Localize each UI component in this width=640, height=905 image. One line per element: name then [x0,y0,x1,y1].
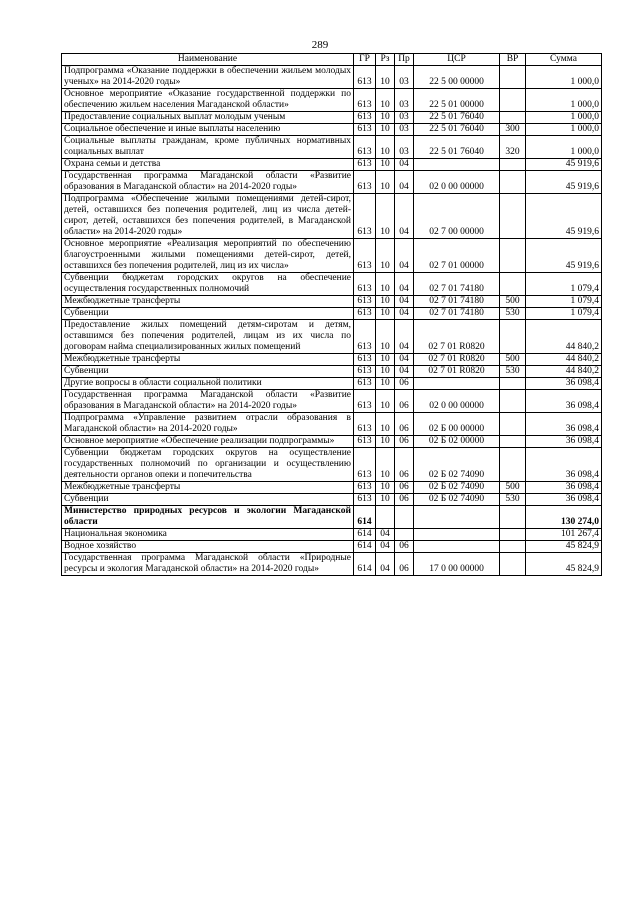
cell-csr: 02 Б 00 00000 [414,413,500,436]
cell-rz: 10 [376,413,395,436]
cell-pr [395,506,414,529]
cell-pr: 04 [395,354,414,366]
cell-sum: 1 000,0 [526,136,602,159]
cell-name: Субвенции бюджетам городских округов на обеспечение осуществления государственных полномочий [62,273,354,296]
table-row [62,390,602,413]
cell-name: Субвенции [62,308,354,320]
cell-sum: 36 098,4 [526,378,602,390]
cell-name: Субвенции бюджетам городских округов на осуществление государственных полномочий по организации и осуществлению деятельности органов опеки и попечительства [62,448,354,482]
cell-vr: 320 [500,136,526,159]
cell-sum: 36 098,4 [526,494,602,506]
cell-vr [500,171,526,194]
cell-csr [414,506,500,529]
cell-sum: 1 000,0 [526,124,602,136]
cell-name: Субвенции [62,494,354,506]
cell-pr: 04 [395,194,414,239]
cell-csr: 02 7 01 74180 [414,308,500,320]
cell-rz: 10 [376,194,395,239]
cell-rz: 10 [376,89,395,112]
cell-vr [500,448,526,482]
cell-name: Предоставление социальных выплат молодым ученым [62,112,354,124]
cell-csr: 22 5 01 76040 [414,112,500,124]
cell-sum: 36 098,4 [526,390,602,413]
column-header-csr: ЦСР [414,54,500,66]
cell-rz: 04 [376,553,395,576]
cell-vr [500,506,526,529]
cell-name: Межбюджетные трансферты [62,482,354,494]
cell-rz: 10 [376,378,395,390]
cell-gr: 613 [354,273,376,296]
column-header-gr: ГР [354,54,376,66]
cell-rz: 10 [376,239,395,273]
cell-name: Межбюджетные трансферты [62,296,354,308]
cell-rz: 04 [376,541,395,553]
table-row [62,506,602,529]
cell-vr [500,159,526,171]
cell-csr [414,378,500,390]
cell-gr: 614 [354,553,376,576]
cell-csr: 22 5 01 76040 [414,136,500,159]
cell-gr: 613 [354,239,376,273]
cell-gr: 613 [354,112,376,124]
table-row [62,553,602,576]
table-row [62,494,602,506]
cell-pr: 06 [395,541,414,553]
cell-vr [500,273,526,296]
cell-vr [500,112,526,124]
cell-gr: 613 [354,124,376,136]
cell-vr [500,89,526,112]
cell-gr: 613 [354,366,376,378]
cell-rz: 10 [376,494,395,506]
cell-gr: 613 [354,354,376,366]
budget-table [61,53,602,576]
cell-vr: 500 [500,296,526,308]
table-row [62,308,602,320]
cell-pr: 04 [395,239,414,273]
cell-csr: 02 0 00 00000 [414,171,500,194]
cell-rz: 10 [376,66,395,89]
cell-rz: 10 [376,112,395,124]
cell-vr: 500 [500,354,526,366]
cell-gr: 613 [354,390,376,413]
cell-csr: 02 0 00 00000 [414,390,500,413]
table-row [62,541,602,553]
cell-vr [500,541,526,553]
cell-sum: 36 098,4 [526,413,602,436]
cell-vr [500,436,526,448]
table-row [62,366,602,378]
cell-sum: 36 098,4 [526,448,602,482]
cell-pr: 06 [395,482,414,494]
column-header-sum: Сумма [526,54,602,66]
cell-vr: 530 [500,308,526,320]
cell-name: Подпрограмма «Обеспечение жилыми помещениями детей-сирот, детей, оставшихся без попечения родителей, лиц из числа детей-сирот, детей, оставшихся без попечения родителей, в Магаданской области» на 2014-2020 годы» [62,194,354,239]
table-row [62,89,602,112]
table-row [62,273,602,296]
cell-name: Государственная программа Магаданской области «Природные ресурсы и экология Магаданской области» на 2014-2020 годы» [62,553,354,576]
cell-pr: 06 [395,378,414,390]
cell-name: Субвенции [62,366,354,378]
column-header-vr: ВР [500,54,526,66]
cell-csr: 02 7 01 R0820 [414,320,500,354]
cell-sum: 1 079,4 [526,308,602,320]
table-row [62,136,602,159]
table-row [62,413,602,436]
cell-csr: 02 7 01 R0820 [414,354,500,366]
cell-gr: 613 [354,296,376,308]
cell-name: Подпрограмма «Оказание поддержки в обеспечении жильем молодых ученых» на 2014-2020 годы» [62,66,354,89]
cell-csr: 02 Б 02 74090 [414,494,500,506]
cell-gr: 613 [354,171,376,194]
table-row [62,529,602,541]
cell-csr: 02 Б 02 74090 [414,482,500,494]
cell-csr: 02 7 01 74180 [414,296,500,308]
cell-sum: 36 098,4 [526,436,602,448]
cell-name: Национальная экономика [62,529,354,541]
cell-sum: 45 919,6 [526,239,602,273]
cell-csr: 22 5 01 00000 [414,89,500,112]
cell-gr: 613 [354,436,376,448]
column-header-rz: Рз [376,54,395,66]
cell-csr: 02 7 01 74180 [414,273,500,296]
cell-vr [500,194,526,239]
cell-gr: 613 [354,308,376,320]
table-row [62,448,602,482]
cell-sum: 45 824,9 [526,553,602,576]
cell-name: Основное мероприятие «Оказание государственной поддержки по обеспечению жильем населения Магаданской области» [62,89,354,112]
cell-rz: 10 [376,171,395,194]
cell-gr: 614 [354,506,376,529]
cell-pr: 06 [395,413,414,436]
table-row [62,159,602,171]
cell-gr: 614 [354,541,376,553]
cell-gr: 613 [354,89,376,112]
cell-pr: 03 [395,89,414,112]
table-row [62,112,602,124]
cell-rz: 10 [376,390,395,413]
cell-sum: 1 000,0 [526,89,602,112]
cell-rz: 10 [376,320,395,354]
cell-csr: 02 Б 02 74090 [414,448,500,482]
cell-pr: 04 [395,320,414,354]
column-header-name: Наименование [62,54,354,66]
cell-csr: 22 5 00 00000 [414,66,500,89]
cell-gr: 613 [354,136,376,159]
cell-sum: 101 267,4 [526,529,602,541]
table-row [62,354,602,366]
cell-pr: 03 [395,66,414,89]
cell-vr [500,378,526,390]
cell-vr [500,413,526,436]
cell-name: Основное мероприятие «Реализация мероприятий по обеспечению благоустроенными жилыми помещениями детей-сирот, детей, оставшихся без попечения родителей, лиц из их числа» [62,239,354,273]
table-header-row [62,54,602,66]
cell-vr [500,390,526,413]
cell-name: Основное мероприятие «Обеспечение реализации подпрограммы» [62,436,354,448]
cell-pr: 04 [395,159,414,171]
cell-gr: 613 [354,194,376,239]
cell-rz: 10 [376,308,395,320]
cell-name: Предоставление жилых помещений детям-сиротам и детям, оставшимся без попечения родителей, лицам из их числа по договорам найма специализированных жилых помещений [62,320,354,354]
cell-gr: 614 [354,529,376,541]
cell-rz: 10 [376,136,395,159]
table-row [62,482,602,494]
cell-csr [414,529,500,541]
cell-gr: 613 [354,448,376,482]
table-row [62,320,602,354]
cell-sum: 1 000,0 [526,112,602,124]
cell-gr: 613 [354,482,376,494]
cell-rz: 10 [376,273,395,296]
cell-vr [500,553,526,576]
cell-rz: 10 [376,448,395,482]
cell-csr: 02 7 01 R0820 [414,366,500,378]
cell-sum: 130 274,0 [526,506,602,529]
cell-pr: 06 [395,390,414,413]
table-row [62,171,602,194]
cell-pr: 04 [395,296,414,308]
cell-pr: 04 [395,273,414,296]
table-row [62,66,602,89]
cell-sum: 44 840,2 [526,320,602,354]
cell-name: Другие вопросы в области социальной политики [62,378,354,390]
cell-gr: 613 [354,66,376,89]
cell-vr [500,529,526,541]
cell-vr [500,239,526,273]
cell-rz: 10 [376,159,395,171]
cell-rz: 10 [376,124,395,136]
cell-pr: 04 [395,171,414,194]
cell-pr: 06 [395,448,414,482]
cell-rz: 10 [376,296,395,308]
cell-rz: 10 [376,366,395,378]
cell-sum: 44 840,2 [526,354,602,366]
cell-gr: 613 [354,378,376,390]
cell-vr: 500 [500,482,526,494]
cell-sum: 1 000,0 [526,66,602,89]
cell-vr: 530 [500,494,526,506]
cell-name: Межбюджетные трансферты [62,354,354,366]
cell-sum: 1 079,4 [526,273,602,296]
cell-sum: 45 919,6 [526,194,602,239]
cell-csr [414,541,500,553]
cell-gr: 613 [354,320,376,354]
cell-rz: 10 [376,354,395,366]
cell-rz [376,506,395,529]
cell-pr: 06 [395,494,414,506]
table-row [62,296,602,308]
cell-pr: 04 [395,308,414,320]
table-row [62,194,602,239]
cell-csr [414,159,500,171]
cell-csr: 22 5 01 76040 [414,124,500,136]
cell-csr: 17 0 00 00000 [414,553,500,576]
cell-gr: 613 [354,159,376,171]
cell-name: Водное хозяйство [62,541,354,553]
table-row [62,378,602,390]
table-row [62,124,602,136]
cell-sum: 45 824,9 [526,541,602,553]
cell-vr [500,66,526,89]
cell-pr: 06 [395,553,414,576]
cell-pr: 03 [395,124,414,136]
cell-name: Государственная программа Магаданской области «Развитие образования в Магаданской области» на 2014-2020 годы» [62,171,354,194]
cell-name: Охрана семьи и детства [62,159,354,171]
cell-pr: 04 [395,366,414,378]
cell-name: Подпрограмма «Управление развитием отрасли образования в Магаданской области» на 2014-2020 годы» [62,413,354,436]
cell-sum: 1 079,4 [526,296,602,308]
cell-vr: 530 [500,366,526,378]
cell-pr: 06 [395,436,414,448]
cell-name: Министерство природных ресурсов и экологии Магаданской области [62,506,354,529]
cell-pr [395,529,414,541]
cell-name: Государственная программа Магаданской области «Развитие образования в Магаданской области» на 2014-2020 годы» [62,390,354,413]
cell-sum: 44 840,2 [526,366,602,378]
page-number: 289 [311,39,329,51]
cell-vr [500,320,526,354]
cell-rz: 10 [376,482,395,494]
cell-csr: 02 Б 02 00000 [414,436,500,448]
table-row [62,239,602,273]
cell-sum: 36 098,4 [526,482,602,494]
cell-pr: 03 [395,136,414,159]
cell-gr: 613 [354,494,376,506]
cell-csr: 02 7 01 00000 [414,239,500,273]
cell-vr: 300 [500,124,526,136]
table-row [62,436,602,448]
cell-sum: 45 919,6 [526,171,602,194]
cell-csr: 02 7 00 00000 [414,194,500,239]
column-header-pr: Пр [395,54,414,66]
cell-sum: 45 919,6 [526,159,602,171]
cell-gr: 613 [354,413,376,436]
cell-name: Социальное обеспечение и иные выплаты населению [62,124,354,136]
cell-rz: 10 [376,436,395,448]
cell-pr: 03 [395,112,414,124]
cell-rz: 04 [376,529,395,541]
cell-name: Социальные выплаты гражданам, кроме публичных нормативных социальных выплат [62,136,354,159]
